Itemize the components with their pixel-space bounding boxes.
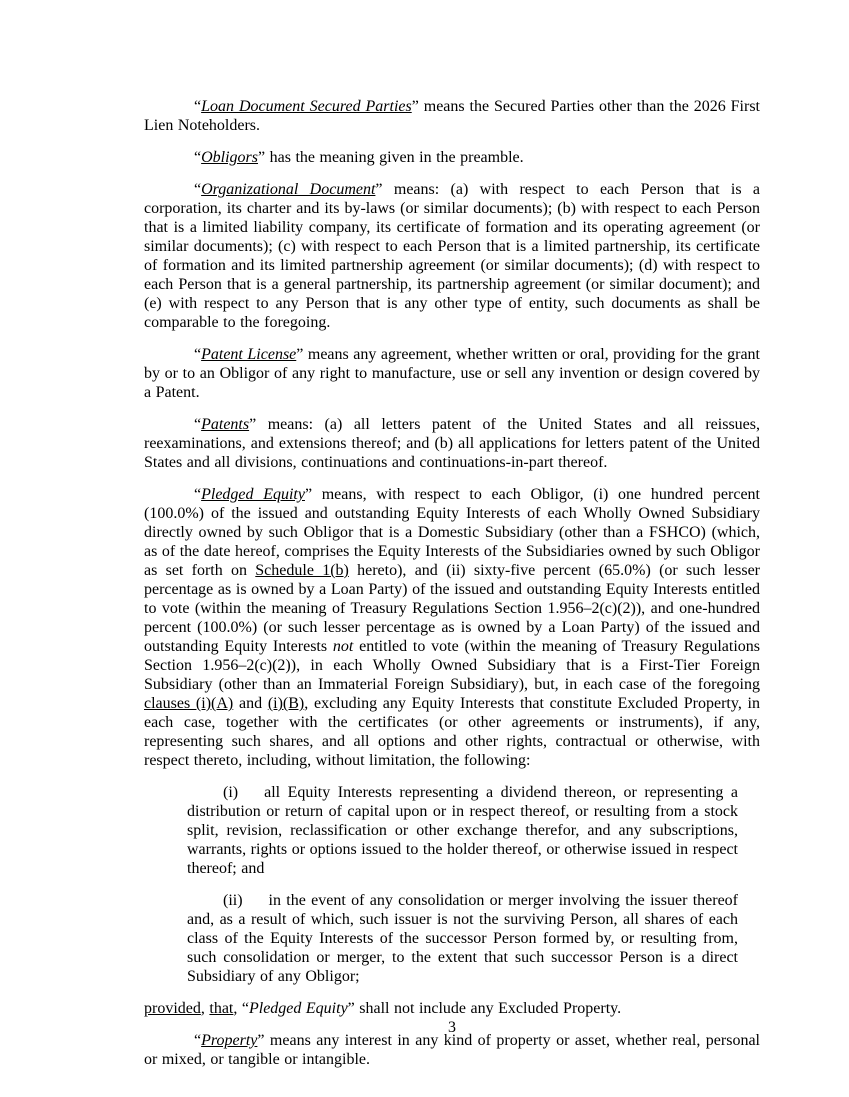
text-run: , [200,1000,210,1017]
text-run: “ [194,486,202,503]
text-run: ” has the meaning given in the preamble. [258,149,524,166]
text-run: (ii) [223,892,243,909]
text-run: Organizational Document [201,181,376,198]
text-run: “ [194,346,202,363]
text-run: “ [194,98,202,115]
text-run: provided [144,1000,201,1017]
text-run: ” means, with respect to each Obligor, (i) one hundred percent (100.0%) of the issued and outstanding Equity Interests of each Wholly Owned Subsidiary directly owned by such Obligor that is a Domestic Subsidiary (other than a FSHCO) (which, as of the date hereof, comprises the Equity Interests of the Subsidiaries owned by such Obligor as set forth on [144,486,760,579]
text-run: , “ [233,1000,249,1017]
text-run: ” means: (a) all letters patent of the United States and all reissues, reexaminations, and extensions thereof; and (b) all applications for letters patent of the United States and all divisions, continuations and continuations-in-part thereof. [144,416,760,471]
text-run: ” means any agreement, whether written or oral, providing for the grant by or to an Obligor of any right to manufacture, use or sell any invention or design covered by a Patent. [144,346,760,401]
text-run: that [209,1000,234,1017]
text-run: “ [194,1032,202,1049]
text-run: “ [194,149,202,166]
def-patent-license [144,345,760,402]
pledged-equity-clause-i [187,783,738,878]
text-run: all Equity Interests representing a dividend thereon, or representing a distribution or return of capital upon or in respect thereof, or resulting from a stock split, revision, reclassification or other exchange therefor, and any subscriptions, warrants, rights or options issued to the holder thereof, or otherwise issued in respect thereof; and [187,784,738,877]
text-run: in the event of any consolidation or merger involving the issuer thereof and, as a result of which, such issuer is not the surviving Person, all shares of each class of the Equity Interests of the successor Person formed by, or resulting from, such consolidation or merger, to the extent that such successor Person is a direct Subsidiary of any Obligor; [187,892,738,985]
text-run: Obligors [201,149,259,166]
text-run: not [332,638,354,655]
page-number: 3 [448,1019,456,1036]
text-run: (i) [223,784,239,801]
text-run: , excluding any Equity Interests that constitute Excluded Property, in each case, together with the certificates (or other agreements or instruments), if any, representing such shares, and all options and other rights, contractual or otherwise, with respect thereto, including, without limitation, the following: [144,695,760,769]
def-patents [144,415,760,472]
def-organizational-document [144,180,760,332]
text-run: clauses (i)(A) [144,695,234,712]
text-run: and [233,695,268,712]
def-pledged-equity [144,485,760,770]
text-run: (i)(B) [267,695,305,712]
text-run: “ [194,416,202,433]
pledged-equity-proviso [144,999,760,1018]
text-run: Schedule 1(b) [255,562,349,579]
text-run: ” means the Secured Parties other than the 2026 First Lien Noteholders. [144,98,760,134]
pledged-equity-clause-ii [187,891,738,986]
text-run: hereto), and (ii) sixty-five percent (65.0%) (or such lesser percentage as is owned by a Loan Party) of the issued and outstanding Equity Interests entitled to vote (within the meaning of Treasury Regulations Section 1.956–2(c)(2)), and one-hundred percent (100.0%) (or such lesser percentage as is owned by a Loan Party) of the issued and outstanding Equity Interests [144,562,761,655]
def-obligors [144,148,760,167]
text-run: ” means any interest in any kind of property or asset, whether real, personal or mixed, or tangible or intangible. [144,1032,760,1068]
text-run: Patent License [201,346,297,363]
text-run: Property [201,1032,258,1049]
text-run: “ [194,181,202,198]
document-body [144,97,760,1082]
text-run: Loan Document Secured Parties [201,98,412,115]
text-run: Pledged Equity [248,1000,348,1017]
text-run: ” means: (a) with respect to each Person that is a corporation, its charter and its by-laws (or similar documents); (b) with respect to each Person that is a limited liability company, its certificate of formation and its operating agreement (or similar documents); (c) with respect to each Person that is a limited partnership, its certificate of formation and its limited partnership agreement (or similar documents); (d) with respect to each Person that is a general partnership, its partnership agreement (or similar document); and (e) with respect to any Person that is any other type of entity, such documents as shall be comparable to the foregoing. [144,181,761,331]
def-loan-document-secured-parties [144,97,760,135]
text-run: Patents [201,416,250,433]
text-run: ” shall not include any Excluded Property. [347,1000,622,1017]
text-run: Pledged Equity [201,486,305,503]
text-run: entitled to vote (within the meaning of Treasury Regulations Section 1.956–2(c)(2)), in each Wholly Owned Subsidiary that is a First-Tier Foreign Subsidiary (other than an Immaterial Foreign Subsidiary), but, in each case of the foregoing [144,638,761,693]
